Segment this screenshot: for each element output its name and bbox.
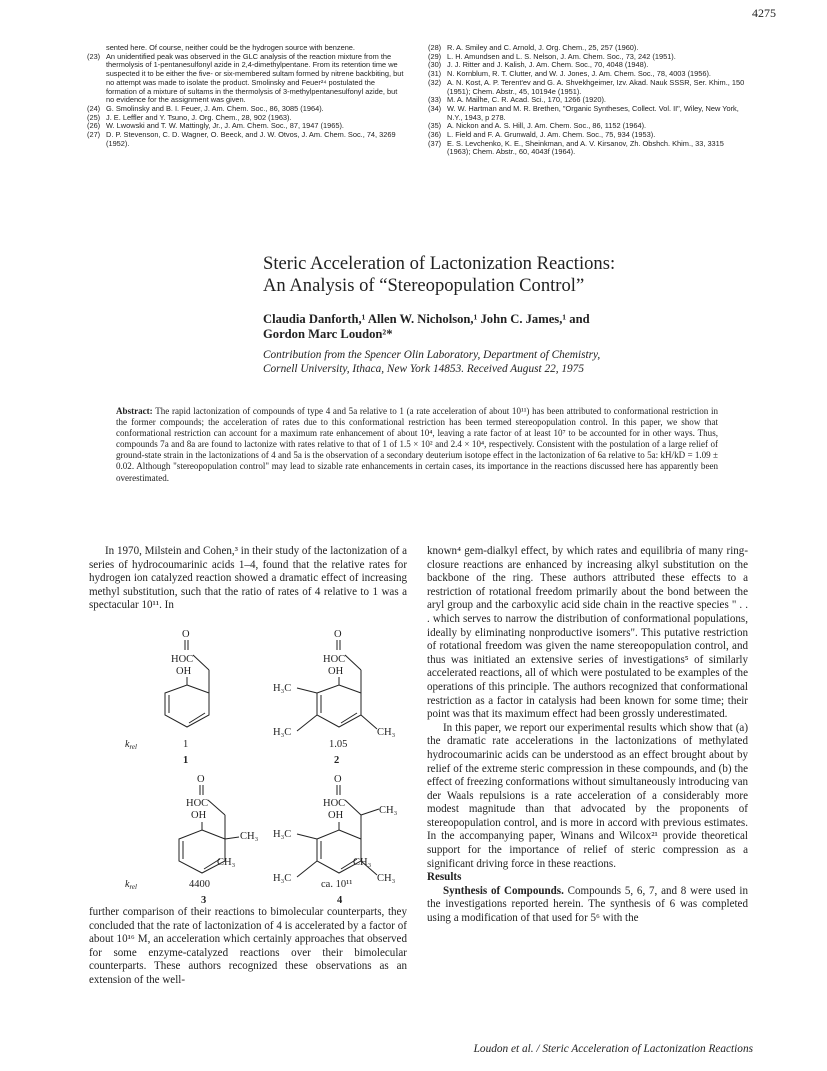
paragraph-text: Compounds 5, 6, 7, and 8 were used in the investigations reported herein. The synthesis of 6 was completed using a modification of that used for 5⁶ with the bbox=[427, 884, 748, 925]
affiliation bbox=[263, 349, 723, 376]
reference-item: (26) W. Lwowski and T. W. Mattingly, Jr., J. Am. Chem. Soc., 87, 1947 (1965). bbox=[87, 121, 344, 131]
authors bbox=[263, 312, 703, 342]
reference-item: (31) N. Kornblum, R. T. Clutter, and W. J. Jones, J. Am. Chem. Soc., 78, 4003 (1956). bbox=[428, 69, 711, 79]
reference-item: (29) L. H. Amundsen and L. S. Nelson, J. Am. Chem. Soc., 73, 242 (1951). bbox=[428, 51, 676, 61]
reference-item: (35) A. Nickon and A. S. Hill, J. Am. Chem. Soc., 86, 1152 (1964). bbox=[428, 121, 647, 131]
left-column-top bbox=[89, 545, 407, 613]
paragraph: further comparison of their reactions to bimolecular counterparts, they concluded that the rate of lactonization of 4 is accelerated by a factor of about 10¹⁶ M, an acceleration which certainly approaches that observed for some enzyme-catalyzed reactions over their bimolecular counterparts. These authors recognized these observations as an extension of the well- bbox=[89, 906, 407, 986]
atom-label: O bbox=[182, 629, 190, 640]
reference-item: (23) An unidentified peak was observed in the GLC analysis of the reaction mixture from the thermolysis of 1-pentanesulfonyl azide in 2,4-dimethylpentane. From its retention time we suspected it to be either the five- or six-membered sultam formed by nitrene backbiting, but no attempt was made to isolate the product. Smolinsky and Feuer²⁴ postulated the formation of a mixture of sultams in the thermolysis of 3-methylpentanesulfonyl azide, but no evidence for the assignment was given. bbox=[87, 51, 404, 105]
structure-compound-1 bbox=[165, 629, 209, 727]
atom-label: OH bbox=[328, 666, 344, 677]
atom-label: OH bbox=[328, 810, 344, 821]
right-column bbox=[427, 545, 748, 926]
structure-compound-2 bbox=[273, 629, 396, 738]
references-right bbox=[428, 44, 746, 157]
atom-label: HOC bbox=[171, 654, 194, 665]
authors-line: Gordon Marc Loudon²* bbox=[263, 327, 393, 341]
atom-label: HOC bbox=[323, 798, 346, 809]
reference-item: (28) R. A. Smiley and C. Arnold, J. Org. Chem., 25, 257 (1960). bbox=[428, 43, 639, 52]
section-heading: Results bbox=[427, 871, 462, 884]
paragraph bbox=[427, 885, 748, 926]
subsection-label: Synthesis of Compounds. bbox=[443, 884, 564, 897]
krel-value-2: 1.05 bbox=[329, 739, 348, 750]
krel-label: $k_{rel}$ bbox=[125, 739, 137, 751]
compound-number-2: 2 bbox=[334, 755, 340, 766]
abstract-text: The rapid lactonization of compounds of type 4 and 5a relative to 1 (a rate acceleration of about 10¹¹) has been attributed to conformational restriction in the former compounds; the acceleration of rates due to this conformational restriction has been termed stereopopulation control. In this paper, we show that conformational restriction can account for a maximum rate enhancement of about 10⁴, leaving a rate factor of at least 10⁷ to be accounted for in other ways. Thus, compounds 7a and 8a are found to lactonize with rates relative to that of 1 of 1.5 × 10² and 2.4 × 10⁴, respectively. Consistent with the postulation of a large relief of ground-state strain in the lactonizations of 4 and 5a is the observation of a secondary deuterium isotope effect in the lactonization of 6a relative to 5a: kH/kD = 1.09 ± 0.02. Although "stereopopulation control" may lead to sizable rate enhancements in certain cases, its importance in the reactions discussed here has apparently been overestimated. bbox=[116, 406, 719, 483]
atom-label: OH bbox=[191, 810, 207, 821]
references-left bbox=[87, 44, 407, 148]
reference-item: (24) G. Smolinsky and B. I. Feuer, J. Am. Chem. Soc., 86, 3085 (1964). bbox=[87, 103, 324, 113]
paragraph: In 1970, Milstein and Cohen,³ in their study of the lactonization of a series of hydrocoumarinic acids 1–4, found that the relative rates for hydrogen ion catalyzed reaction showed a dramatic effect of increasing methyl substitution, such that the ratio of rates of 4 relative to 1 was a spectacular 10¹¹. In bbox=[89, 545, 407, 612]
compound-number-3: 3 bbox=[201, 895, 207, 905]
atom-label: HOC bbox=[186, 798, 209, 809]
krel-label: $k_{rel}$ bbox=[125, 879, 137, 891]
atom-label: CH₃ bbox=[240, 831, 259, 842]
atom-label: HOC bbox=[323, 654, 346, 665]
atom-label: CH₃ bbox=[217, 857, 236, 868]
reference-item: (32) A. N. Kost, A. P. Terent'ev and G. A. Shvekhgeimer, Izv. Akad. Nauk SSSR, Ser. Khim., 150 (1951); Chem. Abstr., 45, 10194e (1951). bbox=[428, 77, 745, 96]
atom-label: CH₃ bbox=[377, 873, 396, 884]
structures-svg bbox=[89, 625, 407, 905]
page-number: 4275 bbox=[752, 6, 776, 20]
structure-compound-3 bbox=[179, 774, 259, 873]
reference-item: (37) E. S. Levchenko, K. E., Sheinkman, and A. V. Kirsanov, Zh. Obshch. Khim., 33, 3315 (1963); Chem. Abstr., 60, 4043f (1964). bbox=[428, 138, 724, 157]
title-line: Steric Acceleration of Lactonization Reactions: bbox=[263, 253, 616, 274]
reference-item: (30) J. J. Ritter and J. Kalish, J. Am. Chem. Soc., 70, 4048 (1948). bbox=[428, 60, 649, 70]
paragraph: In this paper, we report our experimental results which show that (a) the dramatic rate accelerations in the lactonizations of methylated hydrocoumarinic acids can be understood as an effect brought about by relief of the extreme steric compression in these compounds, and (b) the effect of freezing conformations without simultaneously introducing van der Waals repulsions is a rate acceleration of a considerably more modest magnitude than that advocated by the proponents of stereopopulation control, and is more in accord with previous estimates. In the accompanying paper, Winans and Wilcox²¹ provide theoretical support for the importance of relief of steric compression as a significant driving force in these reactions. bbox=[427, 721, 748, 870]
title-line: An Analysis of “Stereopopulation Control” bbox=[263, 275, 585, 296]
authors-line: Claudia Danforth,¹ Allen W. Nicholson,¹ John C. James,¹ and bbox=[263, 312, 590, 326]
chemical-structures bbox=[89, 625, 407, 905]
reference-item: (27) D. P. Stevenson, C. D. Wagner, O. Beeck, and J. W. Otvos, J. Am. Chem. Soc., 74, 3269 (1952). bbox=[87, 130, 396, 148]
running-footer: Loudon et al. / Steric Acceleration of Lactonization Reactions bbox=[473, 1043, 753, 1055]
atom-label: CH₃ bbox=[353, 857, 372, 868]
affiliation-line: Contribution from the Spencer Olin Laboratory, Department of Chemistry, bbox=[263, 349, 601, 361]
reference-item: (36) L. Field and F. A. Grunwald, J. Am. Chem. Soc., 75, 934 (1953). bbox=[428, 130, 656, 140]
reference-item: (34) W. W. Hartman and M. R. Brethen, "Organic Syntheses, Collect. Vol. II", Wiley, New York, N.Y., 1943, p 278. bbox=[428, 103, 739, 122]
atom-label: CH₃ bbox=[377, 727, 396, 738]
atom-label: O bbox=[197, 774, 205, 785]
atom-label: H₃C bbox=[273, 873, 292, 884]
atom-label: CH₃ bbox=[379, 805, 398, 816]
structure-compound-4 bbox=[273, 774, 398, 884]
reference-item: sented here. Of course, neither could be the hydrogen source with benzene. bbox=[106, 43, 355, 52]
reference-item: (33) M. A. Mailhe, C. R. Acad. Sci., 170, 1266 (1920). bbox=[428, 95, 606, 105]
compound-number-4: 4 bbox=[337, 895, 343, 905]
paragraph: known⁴ gem-dialkyl effect, by which rates and equilibria of many ring-closure reactions are enhanced by increasing alkyl substitution on the backbone of the ring. These authors attributed these effects to a restriction of rotational freedom primarily about the bond between the aryl group and the carboxylic acid side chain in the reactive species " . . . which serves to narrow the distribution of conformational populations, ideally by eliminating nonproductive isomers". This putative restriction of rotational freedom was given the name stereopopulation control, and thus was initiated an extensive series of investigations⁵ of similarly accelerated reactions, all of which were postulated to be examples of the operations of this principle. The authors recognized that conformational restriction as a factor in catalysis had been known for some time; their point was that its maximum effect had been grossly underestimated. bbox=[427, 545, 748, 721]
atom-label: OH bbox=[176, 666, 192, 677]
krel-value-1: 1 bbox=[183, 739, 189, 750]
compound-number-1: 1 bbox=[183, 755, 189, 766]
abstract-label: Abstract: bbox=[116, 406, 153, 416]
atom-label: O bbox=[334, 774, 342, 785]
affiliation-line: Cornell University, Ithaca, New York 14853. Received August 22, 1975 bbox=[263, 362, 584, 375]
atom-label: H₃C bbox=[273, 727, 292, 738]
abstract bbox=[116, 406, 718, 484]
krel-value-4: ca. 10¹¹ bbox=[321, 879, 353, 890]
atom-label: H₃C bbox=[273, 829, 292, 840]
atom-label: O bbox=[334, 629, 342, 640]
article-title bbox=[263, 253, 723, 297]
reference-item: (25) J. E. Leffler and Y. Tsuno, J. Org. Chem., 28, 902 (1963). bbox=[87, 112, 292, 122]
atom-label: H₃C bbox=[273, 683, 292, 694]
krel-value-3: 4400 bbox=[189, 879, 210, 890]
left-column-bottom bbox=[89, 906, 407, 988]
